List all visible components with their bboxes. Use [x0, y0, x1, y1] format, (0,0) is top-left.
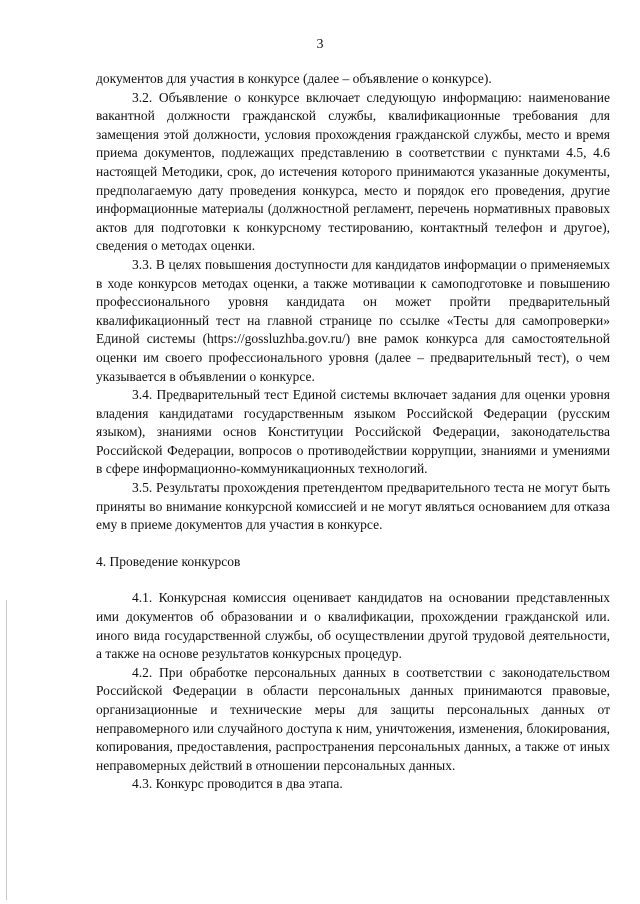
- paragraph-3-2: 3.2. Объявление о конкурсе включает следующую информацию: наименование вакантной должности гражданской службы, квалификационные требования для замещения этой должности, условия прохождения гражданской службы, место и время приема документов, подлежащих представлению в соответствии с пунктами 4.5, 4.6 настоящей Методики, срок, до истечения которого принимаются указанные документы, предполагаемую дату проведения конкурса, место и порядок его проведения, другие информационные материалы (должностной регламент, перечень нормативных правовых актов для подготовки к конкурсному тестированию, контактный телефон и другое), сведения о методах оценки.: [96, 89, 610, 254]
- paragraph-4-1: 4.1. Конкурсная комиссия оценивает кандидатов на основании представленных ими документов об образовании и о квалификации, прохождении гражданской или. иного вида государственной службы, об осуществлении другой трудовой деятельности, а также на основе результатов конкурсных процедур.: [96, 590, 610, 662]
- paragraph-3-4: 3.4. Предварительный тест Единой системы включает задания для оценки уровня владения кандидатами государственным языком Российской Федерации (русским языком), знаниями основ Конституции Российской Федерации, законодательства Российской Федерации, вопросов о противодействии коррупции, знаниями и умениями в сфере информационно-коммуникационных технологий.: [96, 387, 610, 477]
- paragraph-3-5: 3.5. Результаты прохождения претендентом предварительного теста не могут быть приняты во внимание конкурсной комиссией и не могут являться основанием для отказа ему в приеме документов для участия в конкурсе.: [96, 480, 610, 533]
- page-number: 3: [316, 37, 324, 52]
- scan-edge-mark: [6, 600, 7, 900]
- paragraph-4-2: 4.2. При обработке персональных данных в соответствии с законодательством Российской Федерации в области персональных данных принимаются правовые, организационные и технические меры для защиты персональных данных от неправомерного или случайного доступа к ним, уничтожения, изменения, блокирования, копирования, предоставления, распространения персональных данных, а также от иных неправомерных действий в отношении персональных данных.: [96, 664, 610, 773]
- paragraph-4-3: 4.3. Конкурс проводится в два этапа.: [132, 776, 343, 792]
- document-body: [96, 70, 610, 794]
- section-heading: 4. Проведение конкурсов: [96, 553, 241, 569]
- paragraph-3-3: 3.3. В целях повышения доступности для кандидатов информации о применяемых в ходе конкурсов методах оценки, а также мотивации к самоподготовке и повышению профессионального уровня кандидата он может пройти предварительный квалификационный тест на главной странице по ссылке «Тесты для самопроверки» Единой системы (https://gossluzhba.gov.ru/) вне рамок конкурса для самостоятельной оценки им своего профессионального уровня (далее – предварительный тест), о чем указывается в объявлении о конкурсе.: [96, 256, 610, 384]
- paragraph-continuation: документов для участия в конкурсе (далее – объявление о конкурсе).: [96, 71, 492, 86]
